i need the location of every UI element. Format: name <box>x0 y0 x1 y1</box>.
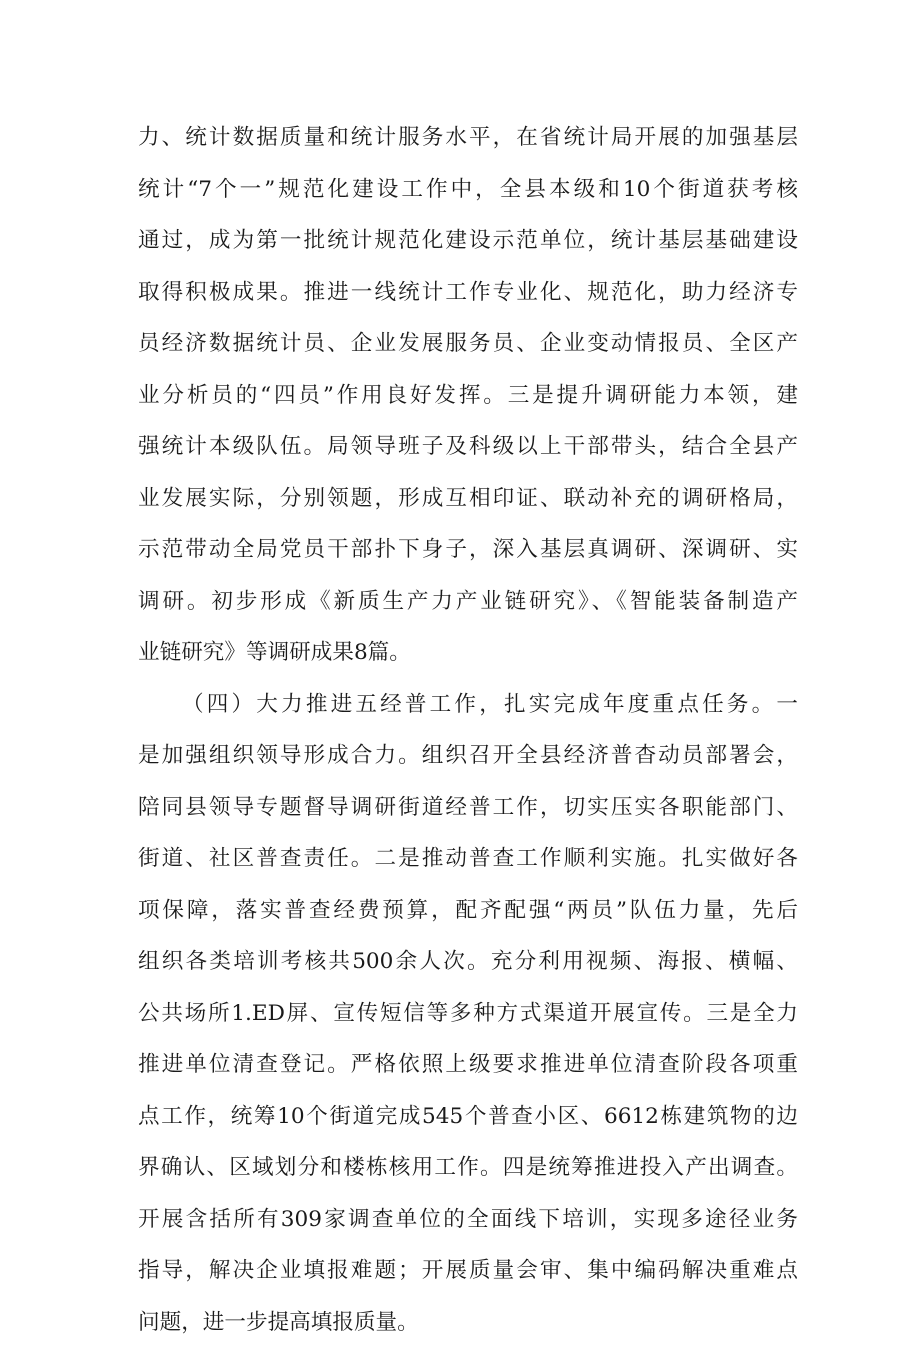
text-line: 街道、社区普查责任。二是推动普查工作顺利实施。扎实做好各 <box>138 833 798 885</box>
text-line: 指导，解决企业填报难题；开展质量会审、集中编码解决重难点 <box>138 1245 798 1297</box>
text-line: 项保障，落实普查经费预算，配齐配强“两员”队伍力量，先后 <box>138 885 798 937</box>
text-line: 强统计本级队伍。局领导班子及科级以上干部带头，结合全县产 <box>138 421 798 473</box>
text-line: 通过，成为第一批统计规范化建设示范单位，统计基层基础建设 <box>138 215 798 267</box>
text-line: 示范带动全局党员干部扑下身子，深入基层真调研、深调研、实 <box>138 524 798 576</box>
section-heading-line: （四）大力推进五经普工作，扎实完成年度重点任务。一 <box>138 679 798 731</box>
text-line: 组织各类培训考核共500余人次。充分利用视频、海报、横幅、 <box>138 936 798 988</box>
text-line: 公共场所1.ED屏、宣传短信等多种方式渠道开展宣传。三是全力 <box>138 988 798 1040</box>
text-line: 力、统计数据质量和统计服务水平，在省统计局开展的加强基层 <box>138 112 798 164</box>
text-line: 点工作，统筹10个街道完成545个普查小区、6612栋建筑物的边 <box>138 1091 798 1143</box>
text-line: 问题，进一步提高填报质量。 <box>138 1297 798 1348</box>
text-line: 推进单位清查登记。严格依照上级要求推进单位清查阶段各项重 <box>138 1039 798 1091</box>
paragraph-economic-census <box>138 679 798 1348</box>
text-line: 调研。初步形成《新质生产力产业链研究》、《智能装备制造产 <box>138 576 798 628</box>
text-line: 开展含括所有309家调查单位的全面线下培训，实现多途径业务 <box>138 1194 798 1246</box>
text-line: 取得积极成果。推进一线统计工作专业化、规范化，助力经济专 <box>138 267 798 319</box>
text-line: 是加强组织领导形成合力。组织召开全县经济普杳动员部署会， <box>138 730 798 782</box>
document-body <box>138 112 798 1348</box>
text-line: 陪同县领导专题督导调研街道经普工作，切实压实各职能部门、 <box>138 782 798 834</box>
text-line: 业发展实际，分别领题，形成互相印证、联动补充的调研格局， <box>138 473 798 525</box>
text-line: 业分析员的“四员”作用良好发挥。三是提升调研能力本领，建 <box>138 370 798 422</box>
text-line: 员经济数据统计员、企业发展服务员、企业变动情报员、全区产 <box>138 318 798 370</box>
text-line: 统计“7个一”规范化建设工作中，全县本级和10个街道获考核 <box>138 164 798 216</box>
paragraph-statistics-standardization <box>138 112 798 679</box>
text-line: 业链研究》等调研成果8篇。 <box>138 627 798 679</box>
text-line: 界确认、区域划分和楼栋核用工作。四是统筹推进投入产出调查。 <box>138 1142 798 1194</box>
